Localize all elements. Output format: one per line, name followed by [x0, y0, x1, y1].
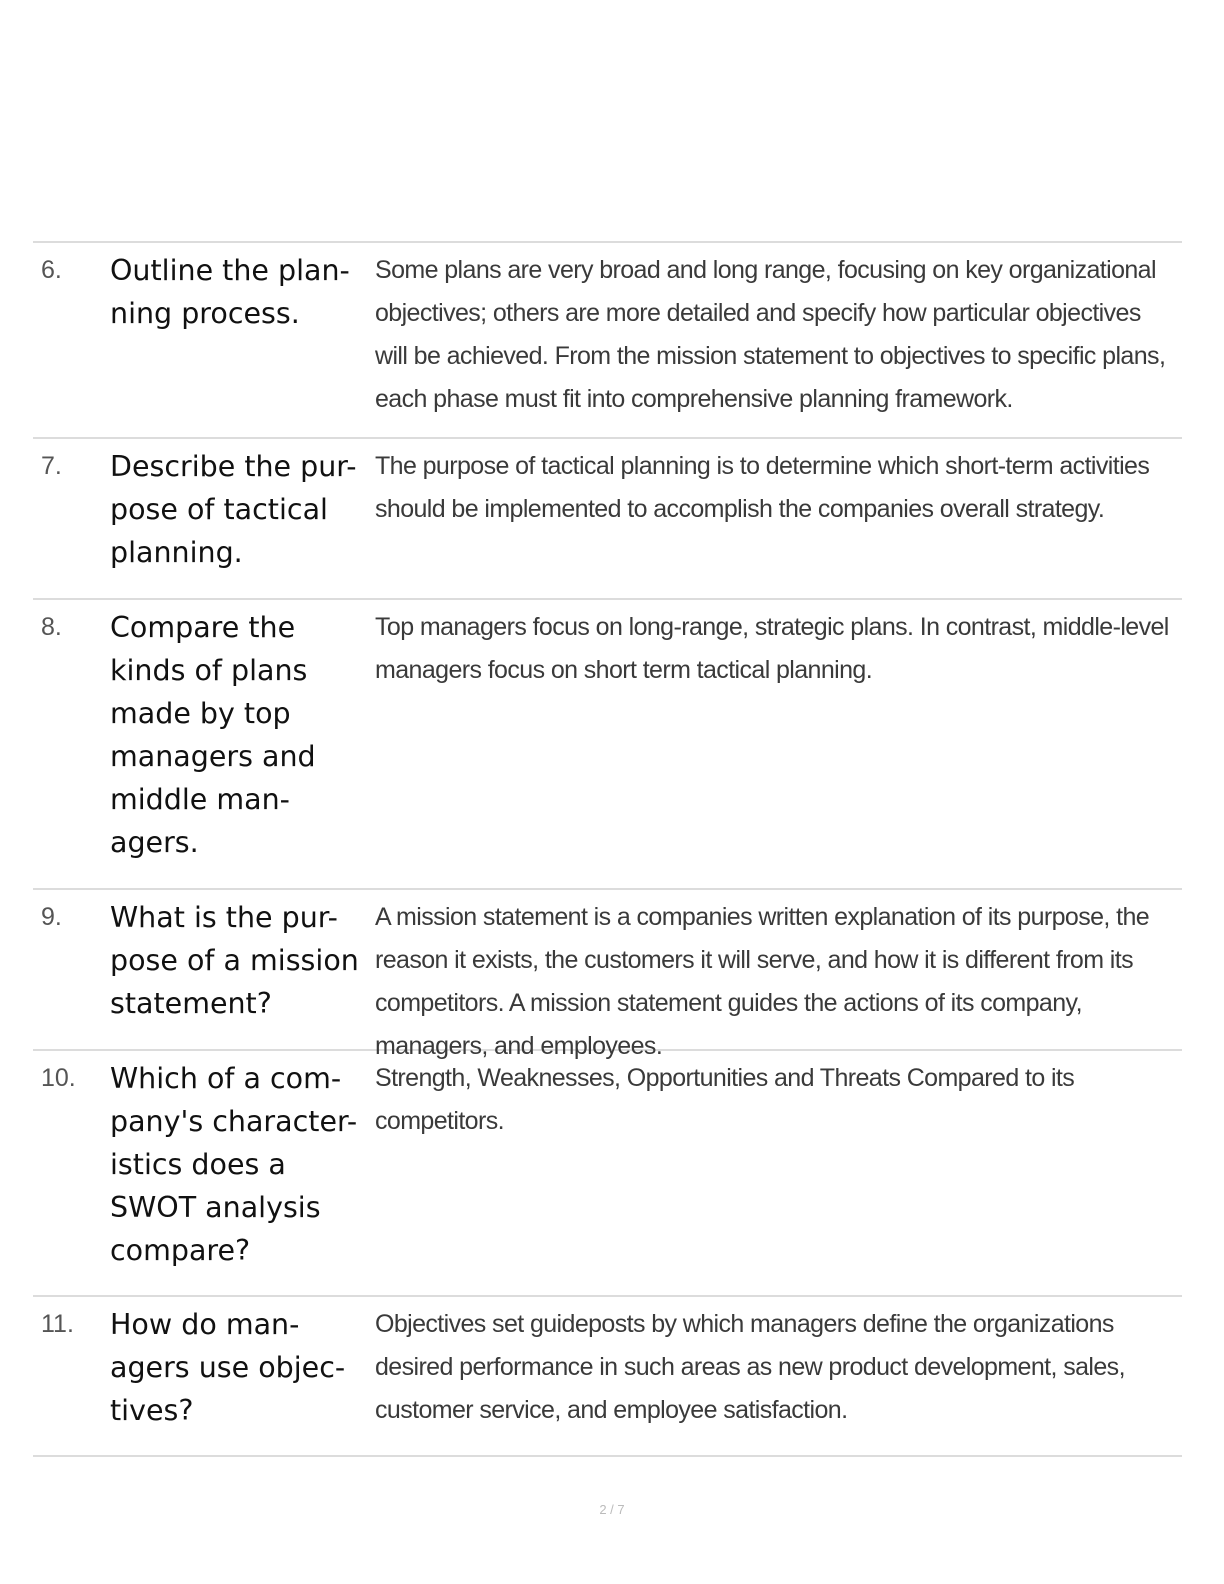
page-number: 2 / 7: [599, 1502, 625, 1517]
card-number: 10.: [41, 1064, 76, 1092]
card-number: 11.: [41, 1310, 74, 1338]
card-number: 9.: [41, 903, 62, 931]
card-term: Compare the kinds of plans made by top managers and middle man- agers.: [110, 611, 316, 859]
flashcard-row: [33, 243, 1182, 439]
card-term: What is the pur- pose of a mission statement?: [110, 901, 359, 1020]
flashcard-row: [33, 439, 1182, 600]
card-definition: Strength, Weaknesses, Opportunities and Threats Compared to its competitors.: [375, 1064, 1075, 1135]
card-definition: Some plans are very broad and long range, focusing on key organizational objectives; others are more detailed and specify how particular objectives will be achieved. From the mission statement to objectives to specific plans, each phase must fit into comprehensive planning framework.: [375, 256, 1166, 413]
card-definition: Objectives set guideposts by which managers define the organizations desired performance in such areas as new product development, sales, customer service, and employee satisfaction.: [375, 1310, 1125, 1424]
flashcard-row: [33, 1297, 1182, 1457]
card-number: 8.: [41, 613, 62, 641]
flashcard-row: [33, 890, 1182, 1060]
card-definition: A mission statement is a companies written explanation of its purpose, the reason it exists, the customers it will serve, and how it is different from its competitors. A mission statement guides the actions of its company, managers, and employees.: [375, 903, 1150, 1060]
card-term: Describe the pur- pose of tactical planning.: [110, 450, 357, 569]
card-term: Which of a com- pany's character- istics does a SWOT analysis compare?: [110, 1062, 358, 1267]
card-number: 7.: [41, 452, 62, 480]
card-number: 6.: [41, 256, 62, 284]
flashcard-list: [33, 241, 1182, 1457]
flashcard-row: [33, 1051, 1182, 1297]
card-definition: Top managers focus on long-range, strategic plans. In contrast, middle-level managers focus on short term tactical planning.: [375, 613, 1169, 684]
card-definition: The purpose of tactical planning is to determine which short-term activities should be implemented to accomplish the companies overall strategy.: [375, 452, 1150, 523]
flashcard-row: [33, 600, 1182, 890]
card-term: How do man- agers use objec- tives?: [110, 1308, 346, 1427]
card-term: Outline the plan- ning process.: [110, 254, 350, 330]
